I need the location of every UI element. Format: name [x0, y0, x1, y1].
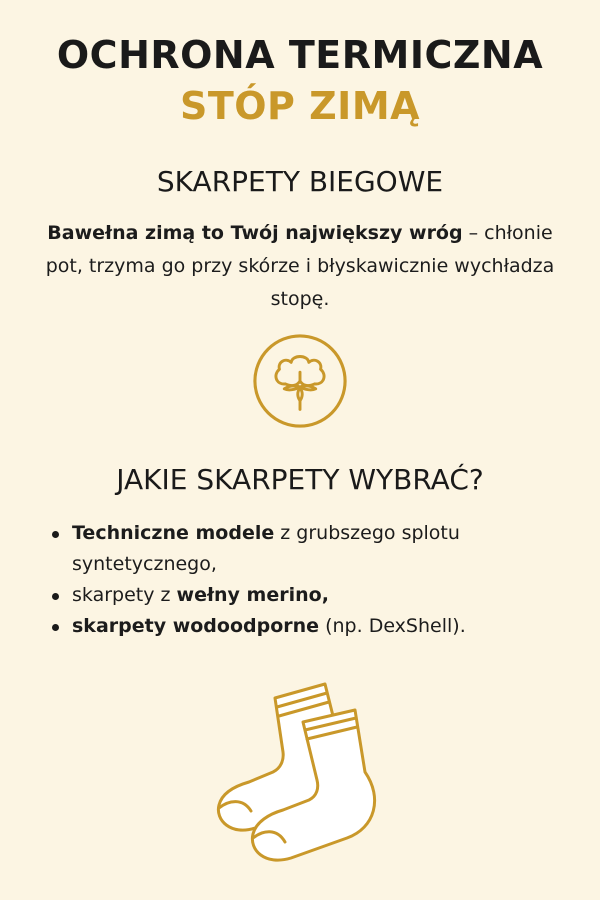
sock-recommendation-list	[50, 518, 520, 642]
intro-paragraph	[40, 217, 560, 316]
list-item-bold: wełny merino,	[176, 584, 329, 606]
page-subtitle: STÓP ZIMĄ	[179, 84, 421, 128]
list-item-bold: skarpety wodoodporne	[72, 615, 320, 637]
list-item-text: (np. DexShell).	[319, 615, 466, 637]
section-heading-running-socks: SKARPETY BIEGOWE	[156, 165, 444, 198]
intro-bold-text: Bawełna zimą to Twój największy wróg	[47, 222, 463, 244]
list-item	[50, 518, 520, 580]
page-title: OCHRONA TERMICZNA	[56, 33, 544, 77]
list-item	[50, 611, 520, 642]
section-heading-which-socks: JAKIE SKARPETY WYBRAĆ?	[116, 463, 484, 496]
socks-icon	[205, 680, 395, 875]
list-item-text: skarpety z	[72, 584, 177, 606]
list-item-text: z grubszego splotu syntetycznego,	[72, 522, 460, 575]
intro-text: – chłonie pot, trzyma go przy skórze i błyskawicznie wychładza stopę.	[45, 222, 555, 310]
list-item	[50, 580, 520, 611]
cotton-flower-icon	[251, 332, 349, 430]
list-item-bold: Techniczne modele	[72, 522, 275, 544]
